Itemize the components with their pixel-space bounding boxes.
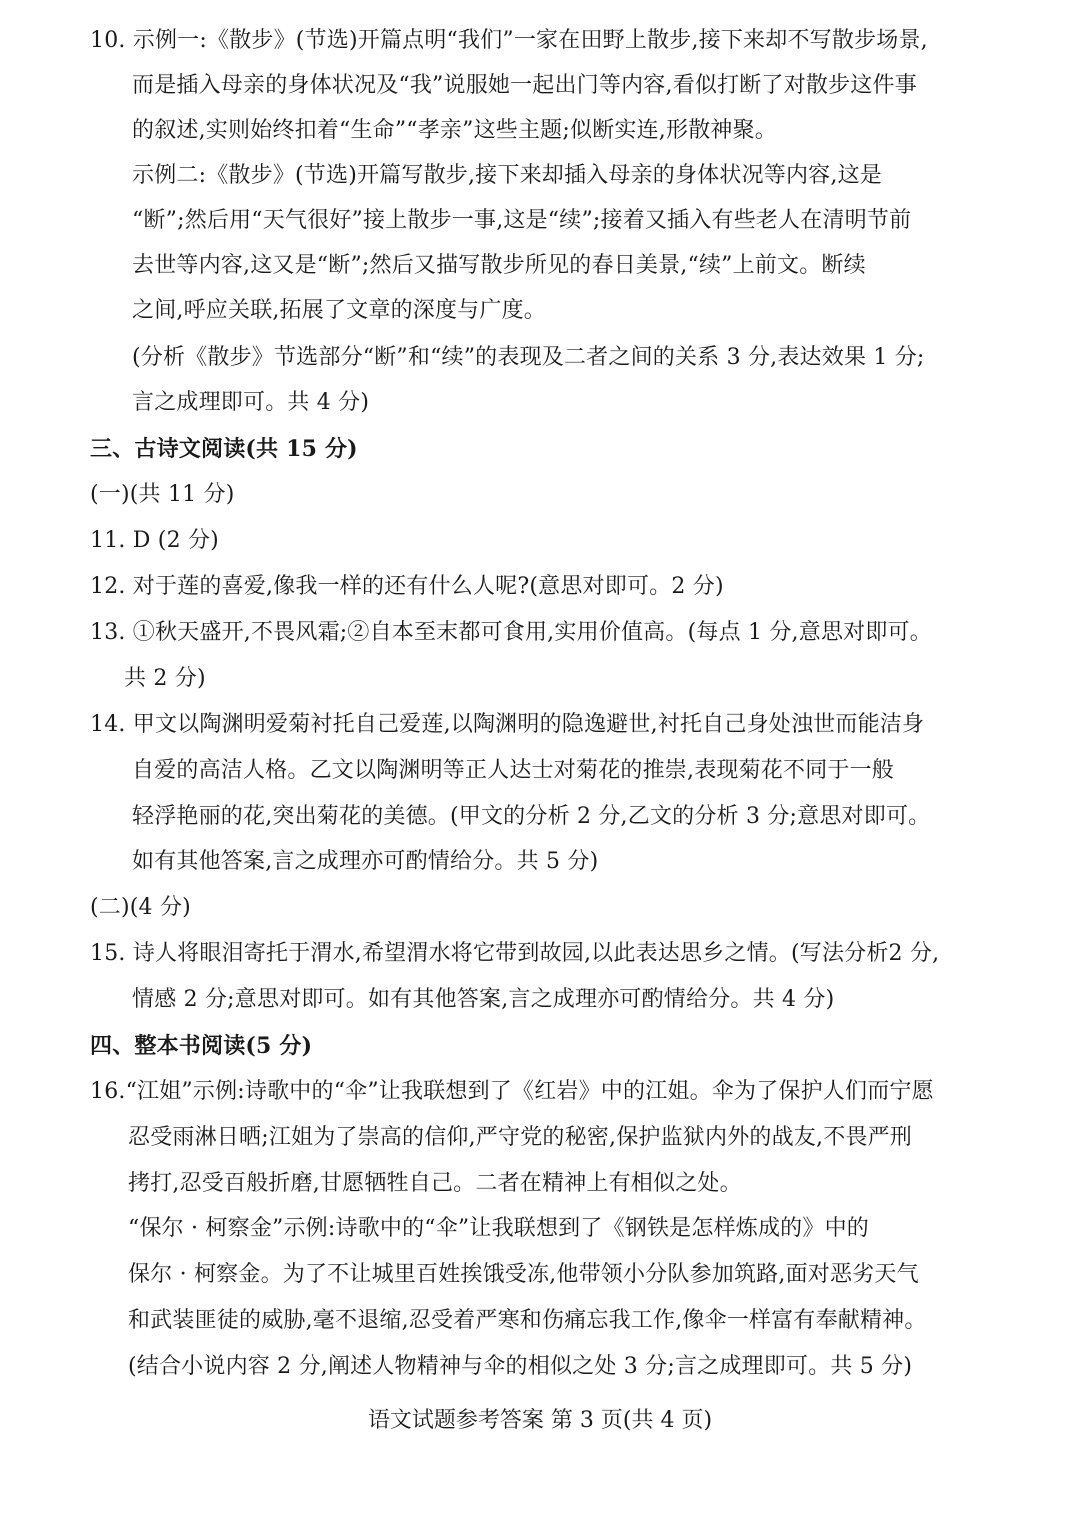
- q15-line-2: 情感 2 分;意思对即可。如有其他答案,言之成理亦可酌情给分。共 4 分): [132, 987, 835, 1012]
- q10-line-7: 之间,呼应关联,拓展了文章的深度与广度。: [132, 298, 546, 323]
- q16-line-4: “保尔 · 柯察金”示例:诗歌中的“伞”让我联想到了《钢铁是怎样炼成的》中的: [128, 1216, 869, 1241]
- q10-line-8: (分析《散步》节选部分“断”和“续”的表现及二者之间的关系 3 分,表达效果 1 分;: [132, 345, 925, 370]
- q11-answer: 11. D (2 分): [90, 528, 219, 553]
- q16-line-7: (结合小说内容 2 分,阐述人物精神与伞的相似之处 3 分;言之成理即可。共 5 分): [128, 1354, 913, 1379]
- section-3-heading: 三、古诗文阅读(共 15 分): [90, 436, 358, 462]
- q13-line-2: 共 2 分): [124, 666, 206, 691]
- q10-line-1: 10. 示例一:《散步》(节选)开篇点明“我们”一家在田野上散步,接下来却不写散步场景,: [90, 28, 928, 53]
- q14-line-2: 自爱的高洁人格。乙文以陶渊明等正人达士对菊花的推崇,表现菊花不同于一般: [132, 758, 894, 783]
- section-4-heading: 四、整本书阅读(5 分): [90, 1033, 313, 1059]
- q16-line-1: 16.“江姐”示例:诗歌中的“伞”让我联想到了《红岩》中的江姐。伞为了保护人们而宁愿: [90, 1079, 934, 1104]
- page-footer: 语文试题参考答案 第 3 页(共 4 页): [367, 1408, 713, 1433]
- q14-line-1: 14. 甲文以陶渊明爱菊衬托自己爱莲,以陶渊明的隐逸避世,衬托自己身处浊世而能洁身: [90, 712, 925, 737]
- q10-line-4: 示例二:《散步》(节选)开篇写散步,接下来却插入母亲的身体状况等内容,这是: [132, 163, 882, 188]
- q10-line-5: “断”;然后用“天气很好”接上散步一事,这是“续”;接着又插入有些老人在清明节前: [132, 208, 912, 233]
- section-3-part-1-heading: (一)(共 11 分): [90, 482, 235, 507]
- q14-line-3: 轻浮艳丽的花,突出菊花的美德。(甲文的分析 2 分,乙文的分析 3 分;意思对即可。: [132, 804, 931, 829]
- q10-line-3: 的叙述,实则始终扣着“生命”“孝亲”这些主题;似断实连,形散神聚。: [132, 118, 777, 143]
- q10-line-2: 而是插入母亲的身体状况及“我”说服她一起出门等内容,看似打断了对散步这件事: [132, 73, 917, 98]
- q12-answer: 12. 对于莲的喜爱,像我一样的还有什么人呢?(意思对即可。2 分): [90, 574, 724, 599]
- section-3-part-2-heading: (二)(4 分): [90, 895, 191, 920]
- q16-line-2: 忍受雨淋日晒;江姐为了崇高的信仰,严守党的秘密,保护监狱内外的战友,不畏严刑: [128, 1125, 912, 1150]
- q16-line-3: 拷打,忍受百般折磨,甘愿牺牲自己。二者在精神上有相似之处。: [128, 1171, 742, 1196]
- q14-line-4: 如有其他答案,言之成理亦可酌情给分。共 5 分): [132, 849, 599, 874]
- q10-line-6: 去世等内容,这又是“断”;然后又描写散步所见的春日美景,“续”上前文。断续: [132, 253, 866, 278]
- q15-line-1: 15. 诗人将眼泪寄托于渭水,希望渭水将它带到故园,以此表达思乡之情。(写法分析2 分,: [90, 941, 940, 966]
- q16-line-5: 保尔 · 柯察金。为了不让城里百姓挨饿受冻,他带领小分队参加筑路,面对恶劣天气: [128, 1262, 919, 1287]
- q10-line-9: 言之成理即可。共 4 分): [132, 390, 370, 415]
- q16-line-6: 和武装匪徒的威胁,毫不退缩,忍受着严寒和伤痛忘我工作,像伞一样富有奉献精神。: [128, 1308, 927, 1333]
- q13-line-1: 13. ①秋天盛开,不畏风霜;②自本至末都可食用,实用价值高。(每点 1 分,意思对即可。: [90, 620, 932, 645]
